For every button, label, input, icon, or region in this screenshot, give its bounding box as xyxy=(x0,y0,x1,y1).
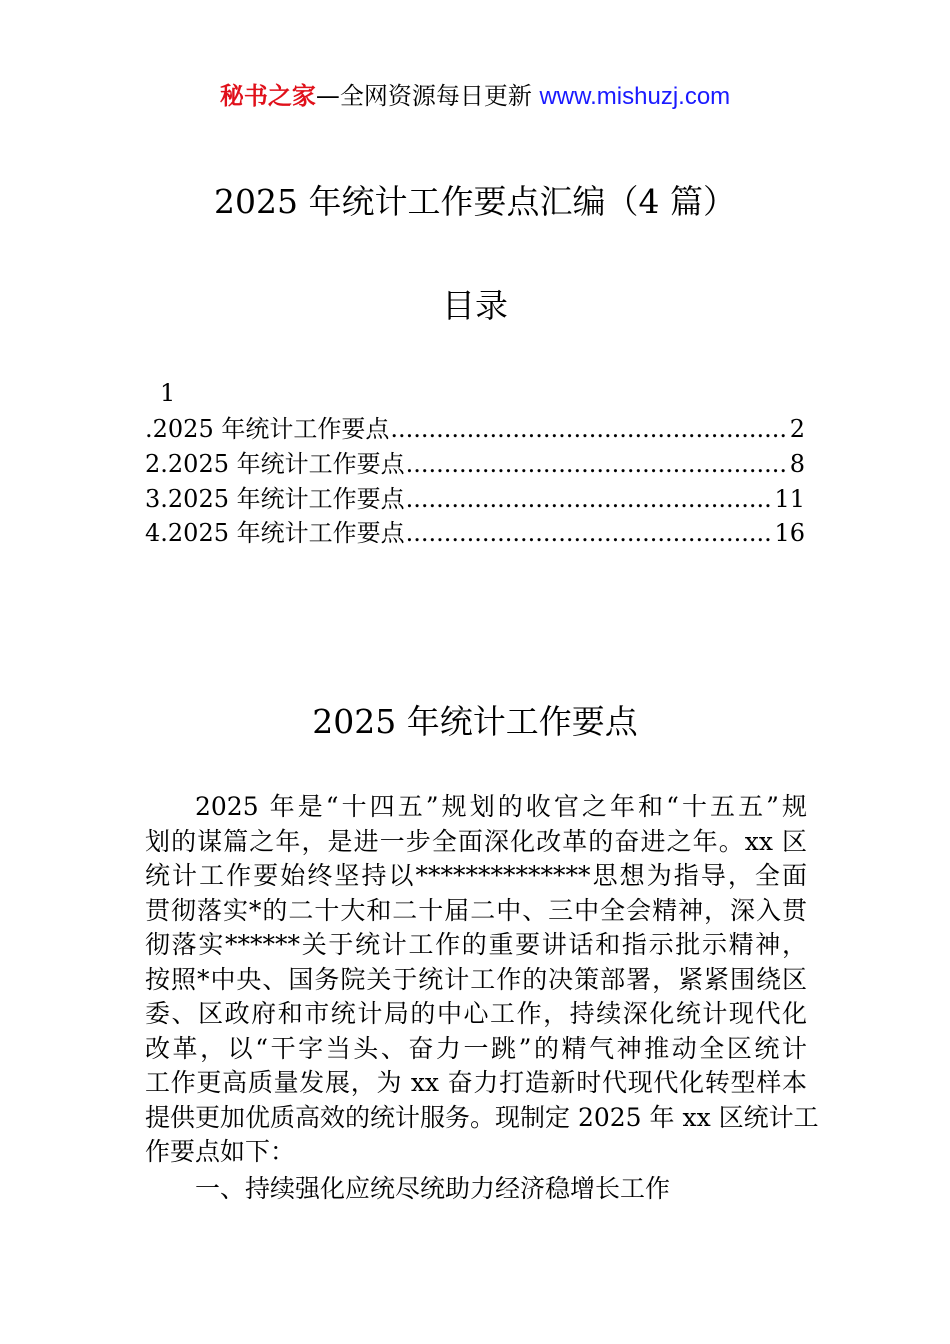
toc-entry-3[interactable] xyxy=(145,480,805,514)
paragraph-line: 工作更高质量发展，为 xx 奋力打造新时代现代化转型样本 xyxy=(145,1068,807,1097)
paragraph-line: 统计工作要始终坚持以**************思想为指导，全面 xyxy=(145,861,807,890)
paragraph-line: 作要点如下： xyxy=(145,1137,296,1166)
section-title: 2025 年统计工作要点 xyxy=(312,702,638,741)
toc-leader-dots xyxy=(390,414,788,444)
document-title: 2025 年统计工作要点汇编（4 篇） xyxy=(214,182,736,221)
paragraph-line: 2025 年是“十四五”规划的收官之年和“十五五”规 xyxy=(195,792,807,821)
paragraph-line: 提供更加优质高效的统计服务。现制定 2025 年 xx 区统计工 xyxy=(145,1102,819,1132)
header-tagline: —全网资源每日更新 xyxy=(315,82,540,110)
toc-first-number: 1 xyxy=(160,379,176,407)
section-heading-1: 一、持续强化应统尽统助力经济稳增长工作 xyxy=(195,1174,671,1203)
toc-entry-label: 3.2025 年统计工作要点 xyxy=(145,485,405,513)
toc-entry-page: 8 xyxy=(789,450,805,478)
toc-entry-4[interactable] xyxy=(145,514,805,548)
toc-leader-dots xyxy=(406,484,774,514)
toc-entry-2[interactable] xyxy=(145,445,805,479)
site-url-link[interactable]: www.mishuzj.com xyxy=(539,83,731,110)
toc-entry-label: 2.2025 年统计工作要点 xyxy=(145,450,405,478)
toc-entry-label: .2025 年统计工作要点 xyxy=(145,415,390,443)
paragraph-line: 彻落实******关于统计工作的重要讲话和指示批示精神， xyxy=(145,930,807,959)
paragraph-line: 划的谋篇之年，是进一步全面深化改革的奋进之年。xx 区 xyxy=(145,826,807,856)
toc-leader-dots xyxy=(406,518,774,548)
toc-entry-label: 4.2025 年统计工作要点 xyxy=(145,519,405,547)
paragraph-line: 按照*中央、国务院关于统计工作的决策部署，紧紧围绕区 xyxy=(145,964,807,994)
body-paragraph xyxy=(145,790,819,1170)
paragraph-line: 委、区政府和市统计局的中心工作，持续深化统计现代化 xyxy=(145,999,807,1028)
toc-heading: 目录 xyxy=(442,286,508,325)
toc-entry-page: 16 xyxy=(774,519,805,547)
brand-name: 秘书之家 xyxy=(219,82,316,110)
paragraph-line: 贯彻落实*的二十大和二十届二中、三中全会精神，深入贯 xyxy=(145,895,807,925)
site-header xyxy=(0,80,950,113)
toc-leader-dots xyxy=(406,449,789,479)
toc-entry-1[interactable] xyxy=(145,410,805,444)
paragraph-line: 改革，以“干字当头、奋力一跳”的精气神推动全区统计 xyxy=(145,1033,807,1063)
toc-entry-page: 2 xyxy=(789,415,805,443)
toc-entry-page: 11 xyxy=(774,485,805,513)
